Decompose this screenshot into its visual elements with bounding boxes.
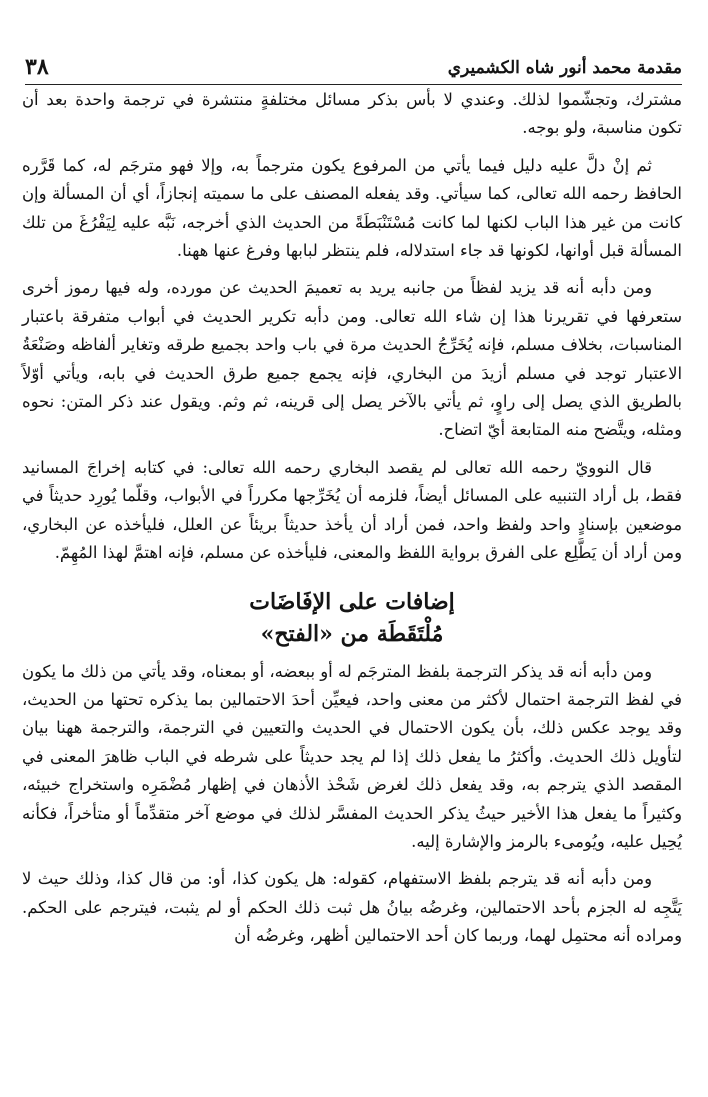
running-title: مقدمة محمد أنور شاه الكشميري bbox=[447, 58, 682, 78]
body-text bbox=[22, 86, 682, 960]
page-header bbox=[25, 50, 682, 85]
page-number: ٣٨ bbox=[25, 54, 49, 80]
section-heading bbox=[22, 586, 682, 650]
paragraph: مشترك، وتجشّموا لذلك. وعندي لا بأس بذكر مسائل مختلفةٍ منتشرة في ترجمة واحدة بعد أن تكون مناسبة، ولو بوجه. bbox=[22, 90, 682, 138]
paragraph: ومن دأبه أنه قد يزيد لفظاً من جانبه يريد به تعميمَ الحديث عن مورده، وله فيها رموز أخرى ستعرفها في تقريرنا هذا إن شاء الله تعالى. ومن دأبه تكرير الحديث في أبواب متفرقة باعتبار المناسبات، بخلاف مسلم، فإنه يُخَرِّجُ الحديث مرة في باب واحد بجميع طرقه وتغاير ألفاظه وصَنْعَةُ الاعتبار توجد في مسلم أزيدَ من البخاري، فإنه يجمع جميع طرق الحديث في بابه، ويأتي أوّلاً بالطريق الذي يصل إلى راوٍ، ثم يأتي بالآخر يصل إلى قرينه، ثم وثم. ويقول عند ذكر المتن: نحوه ومثله، ويتَّضح منه المتابعة أيّ اتضاح. bbox=[22, 278, 682, 440]
paragraph: قال النوويّ رحمه الله تعالى لم يقصد البخاري رحمه الله تعالى: في كتابه إخراجَ المسانيد فقط، بل أراد التنبيه على المسائل أيضاً، فلزمه أن يُخَرِّجها مكرراً في الأبواب، وقلّما يُورِد حديثاً في موضعين بإسنادٍ واحد ولفظ واحد، فمن أراد أن يأخذ حديثاً بريئاً عن العلل، فليأخذه عن البخاري، ومن أراد أن يَطَّلِع على الفرق برواية اللفظ والمعنى، فليأخذه عن مسلم، فإنه اهتمَّ لهذا المُهِمّ. bbox=[22, 457, 682, 563]
paragraph: ومن دأبه أنه قد يذكر الترجمة بلفظ المترجَم له أو ببعضه، أو بمعناه، وقد يأتي من ذلك ما يكون في لفظ الترجمة احتمال لأكثر من معنى واحد، فيعيِّن أحدَ الاحتمالين بما يذكره تحتها من الحديث، وقد يوجد عكس ذلك، بأن يكون الاحتمال في الحديث والتعيين في الترجمة، والترجمة ههنا بيان لتأويل ذلك الحديث. وأكثرُ ما يفعل ذلك إذا لم يجد حديثاً على شرطه في الباب ظاهرَ المعنى في المقصد الذي يترجم به، وقد يفعل ذلك لغرض شَحْذ الأذهان في إظهار مُضْمَرِه واستخراج خبيئه، وكثيراً ما يفعل هذا الأخير حيثُ يذكر الحديث المفسَّر لذلك في موضع آخر متقدِّماً أو متأخراً، فكأنه يُحِيل عليه، ويُومىء بالرمز والإشارة إليه. bbox=[22, 661, 682, 851]
section-heading-line-1: إضافات على الإفَاضَات bbox=[249, 588, 455, 615]
paragraph: ومن دأبه أنه قد يترجم بلفظ الاستفهام، كقوله: هل يكون كذا، أو: من قال كذا، وذلك حيث لا يَتَّجِه له الجزم بأحد الاحتمالين، وغرضُه بيانُ هل ثبت ذلك الحكم أو لم يثبت، فيترجم على الحكم. ومراده أنه محتمِل لهما، وربما كان أحد الاحتمالين أظهر، وغرضُه أن bbox=[22, 869, 682, 946]
paragraph: ثم إنْ دلَّ عليه دليل فيما يأتي من المرفوع يكون مترجماً به، وإلا فهو مترجَم له، كما قَرَّره الحافظ رحمه الله تعالى، كما سيأتي. وقد يفعله المصنف على ما سميته إنجازاً، أي أن المسألة وإن كانت من غير هذا الباب لكنها لما كانت مُسْتَنْبَطَةً من الحديث الذي أخرجه، نَبَّه عليه لِيَفْرُغَ من تلك المسألة قبل أوانها، لكونها قد جاء استدلاله، فلم ينتظر لبابها وفرغ عنها ههنا. bbox=[22, 155, 682, 261]
section-heading-line-2: مُلْتَقَطَة من «الفتح» bbox=[260, 620, 444, 647]
